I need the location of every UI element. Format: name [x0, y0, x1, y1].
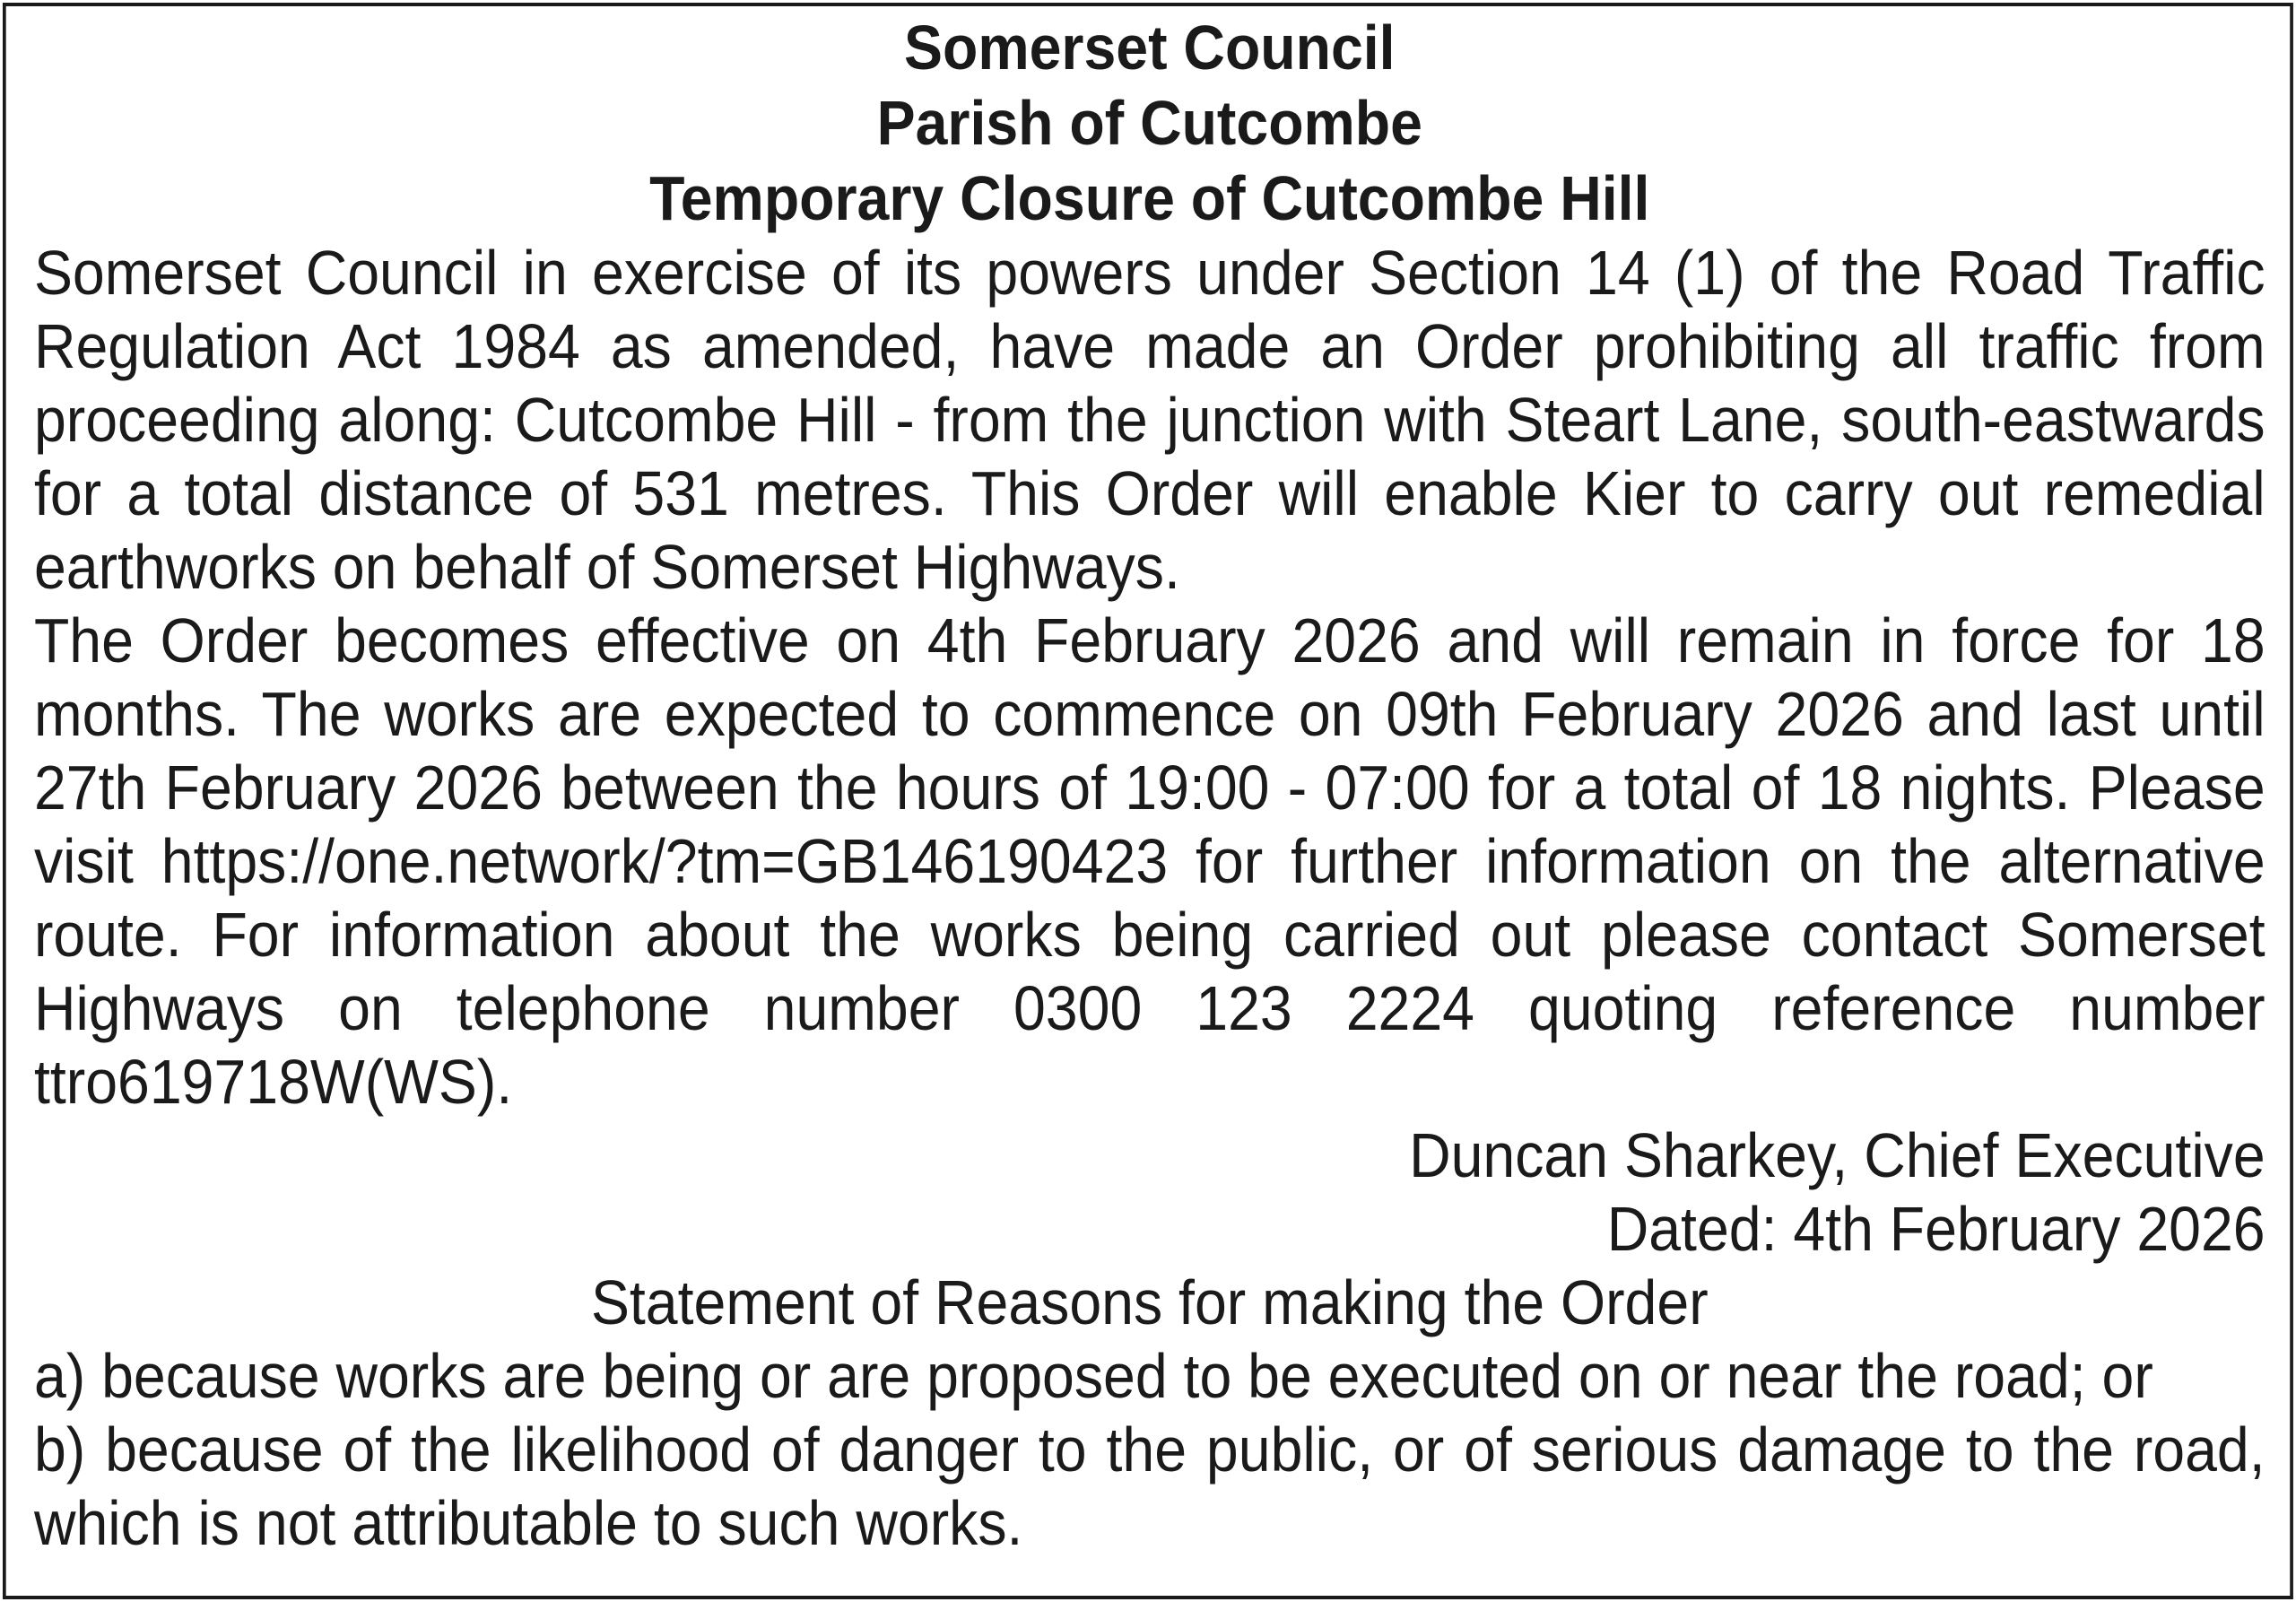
effective-paragraph: The Order becomes effective on 4th February 2026 and will remain in force for 18 months. The works are expected to commence on 09th February 2026 and last until 27th February 2026 between the hours of 19:00 - 07:00 for a total of 18 nights. Please visit https://one.network/?tm=GB146190423 for further information on the alternative route. For information about the works being carried out please contact Somerset Highways on telephone number 0300 123 2224 quoting reference number ttro619718W(WS).	[33, 605, 2266, 1117]
public-notice	[3, 3, 2293, 1599]
parish-name: Parish of Cutcombe	[876, 88, 1422, 158]
signatory-name: Duncan Sharkey, Chief Executive	[1409, 1120, 2266, 1190]
notice-title: Temporary Closure of Cutcombe Hill	[649, 163, 1650, 233]
reason-a: a) because works are being or are proposed to be executed on or near the road; or	[33, 1341, 2153, 1411]
council-name: Somerset Council	[904, 13, 1396, 83]
reasons-title: Statement of Reasons for making the Order	[590, 1267, 1709, 1337]
order-paragraph: Somerset Council in exercise of its powers under Section 14 (1) of the Road Traffic Regulation Act 1984 as amended, have made an Order prohibiting all traffic from proceeding along: Cutcombe Hill - from the junction with Steart Lane, south-eastwards for a total distance of 531 metres. This Order will enable Kier to carry out remedial earthworks on behalf of Somerset Highways.	[33, 238, 2266, 602]
dated-line: Dated: 4th February 2026	[1606, 1194, 2266, 1264]
reason-b: b) because of the likelihood of danger to the public, or of serious damage to the road, which is not attributable to such works.	[33, 1415, 2266, 1558]
